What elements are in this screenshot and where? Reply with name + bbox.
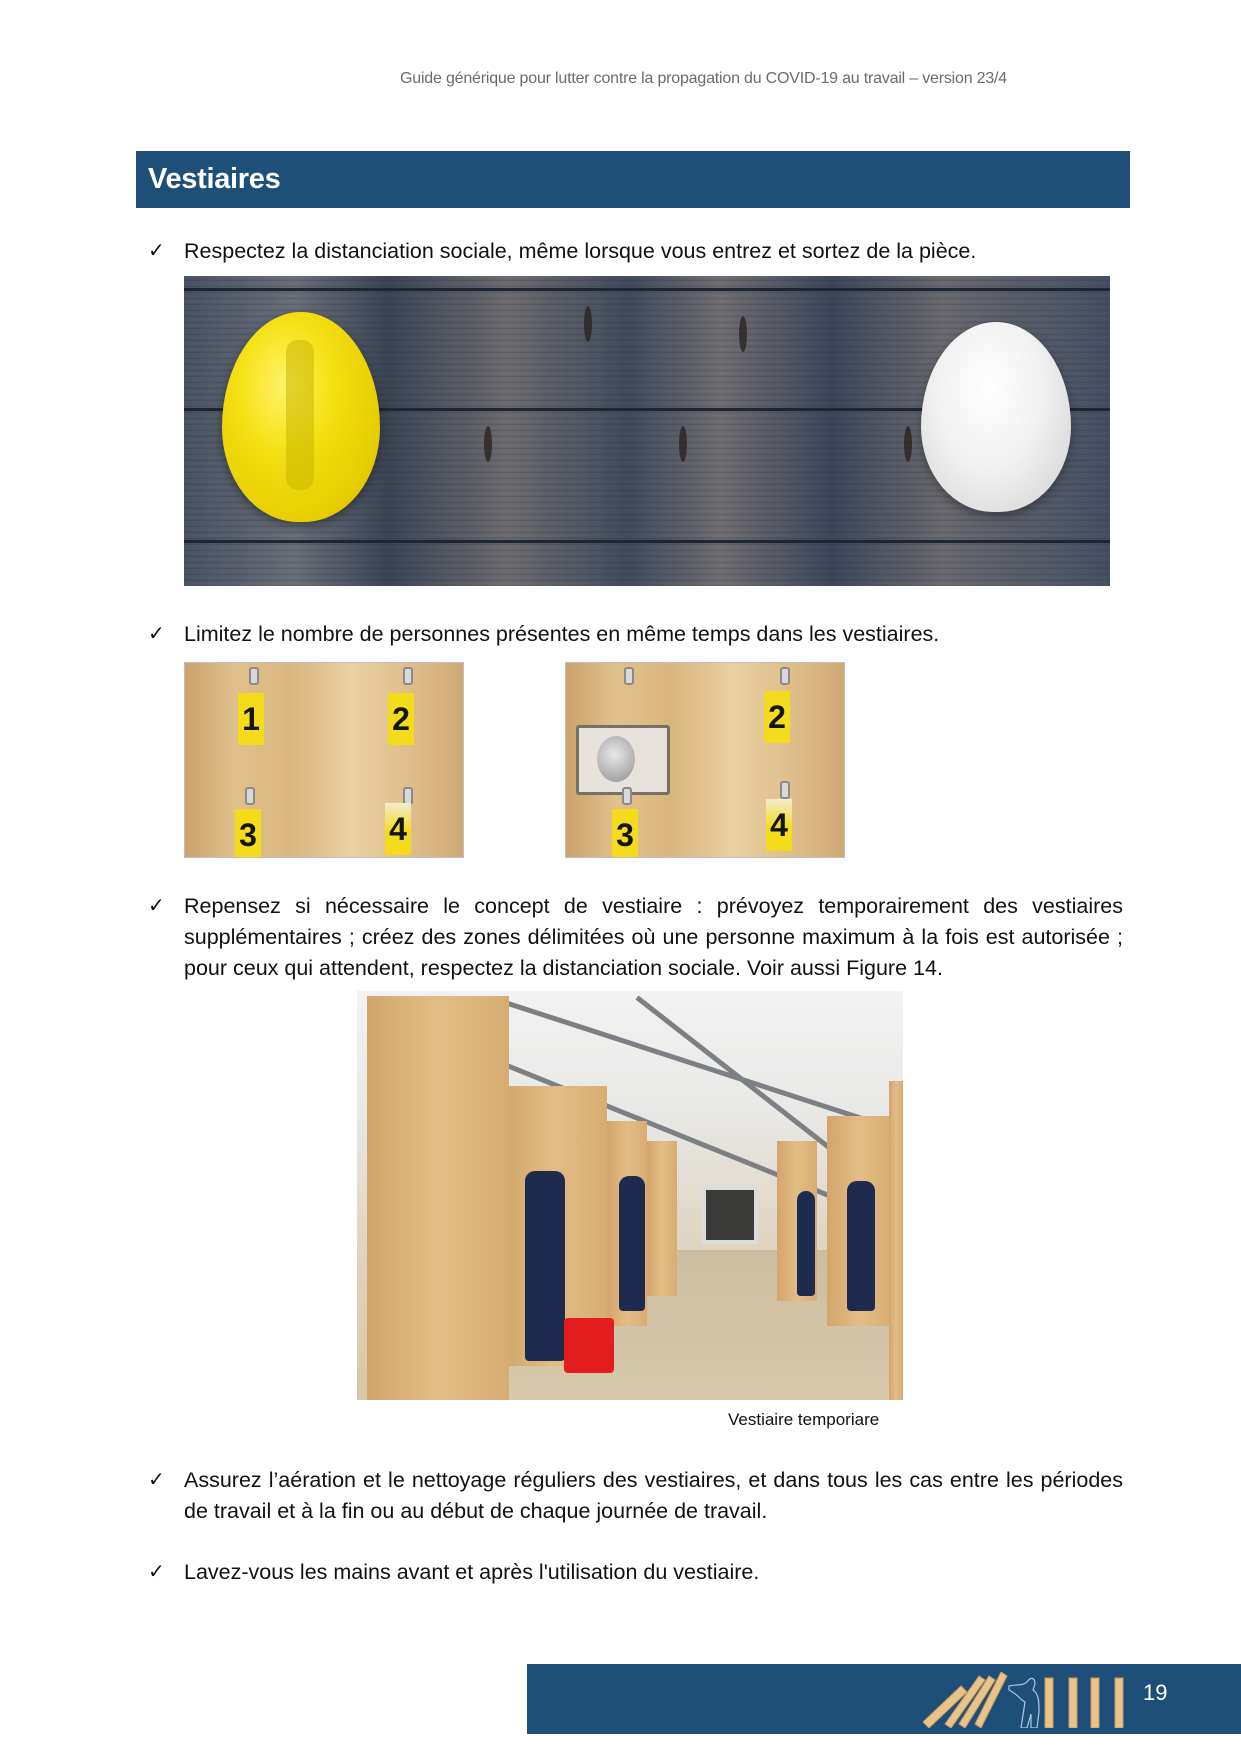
section-title: Vestiaires [148, 163, 281, 195]
hook-tag: 2 [764, 691, 790, 743]
domino-logo-icon [923, 1672, 1133, 1728]
footer-bar [527, 1664, 1241, 1734]
hook-board-photo-occupied [565, 662, 845, 858]
section-heading-bar [136, 151, 1130, 208]
running-header: Guide générique pour lutter contre la propagation du COVID-19 au travail – version 23/4 [400, 70, 1007, 87]
bullet-text: Respectez la distanciation sociale, même lorsque vous entrez et sortez de la pièce. [184, 239, 977, 263]
bullet-text: Limitez le nombre de personnes présentes en même temps dans les vestiaires. [184, 622, 940, 646]
temporary-changing-room-photo [357, 991, 903, 1400]
checkmark-icon: ✓ [148, 1561, 165, 1583]
hook-board-photo-empty [184, 662, 464, 858]
red-bag [564, 1318, 614, 1373]
checkmark-icon: ✓ [148, 623, 165, 645]
bullet-text: Assurez l’aération et le nettoyage réguliers des vestiaires, et dans tous les cas entre les périodes de travail et à la fin ou au début de chaque journée de travail. [184, 1468, 1123, 1523]
hook-tag: 1 [238, 693, 264, 745]
hook-tag: 3 [235, 809, 261, 858]
page-number: 19 [1143, 1680, 1168, 1705]
hanging-coat [619, 1176, 645, 1311]
hook-tag: 4 [766, 799, 792, 851]
figure-caption: Vestiaire temporiare [728, 1410, 880, 1429]
checkmark-icon: ✓ [148, 895, 165, 917]
checkmark-icon: ✓ [148, 1469, 165, 1491]
hook-tag: 4 [385, 803, 411, 855]
hanging-coat [525, 1171, 565, 1361]
hook-tag: 2 [388, 693, 414, 745]
hanging-coat [797, 1191, 815, 1296]
hook-tag: 3 [612, 809, 638, 858]
bullet-text: Repensez si nécessaire le concept de vestiaire : prévoyez temporairement des vestiaires supplémentaires ; créez des zones délimitées où une personne maximum à la fois est autorisée ; pour ceux qui attendent, respectez la distanciation sociale. Voir aussi Figure 14. [184, 894, 1123, 980]
hanging-coat [847, 1181, 875, 1311]
bullet-text: Lavez-vous les mains avant et après l'utilisation du vestiaire. [184, 1560, 760, 1584]
yellow-helmet [222, 312, 380, 522]
badge-on-hook [576, 725, 670, 795]
helmets-photo [184, 276, 1110, 586]
checkmark-icon: ✓ [148, 240, 165, 262]
white-helmet [921, 322, 1071, 512]
